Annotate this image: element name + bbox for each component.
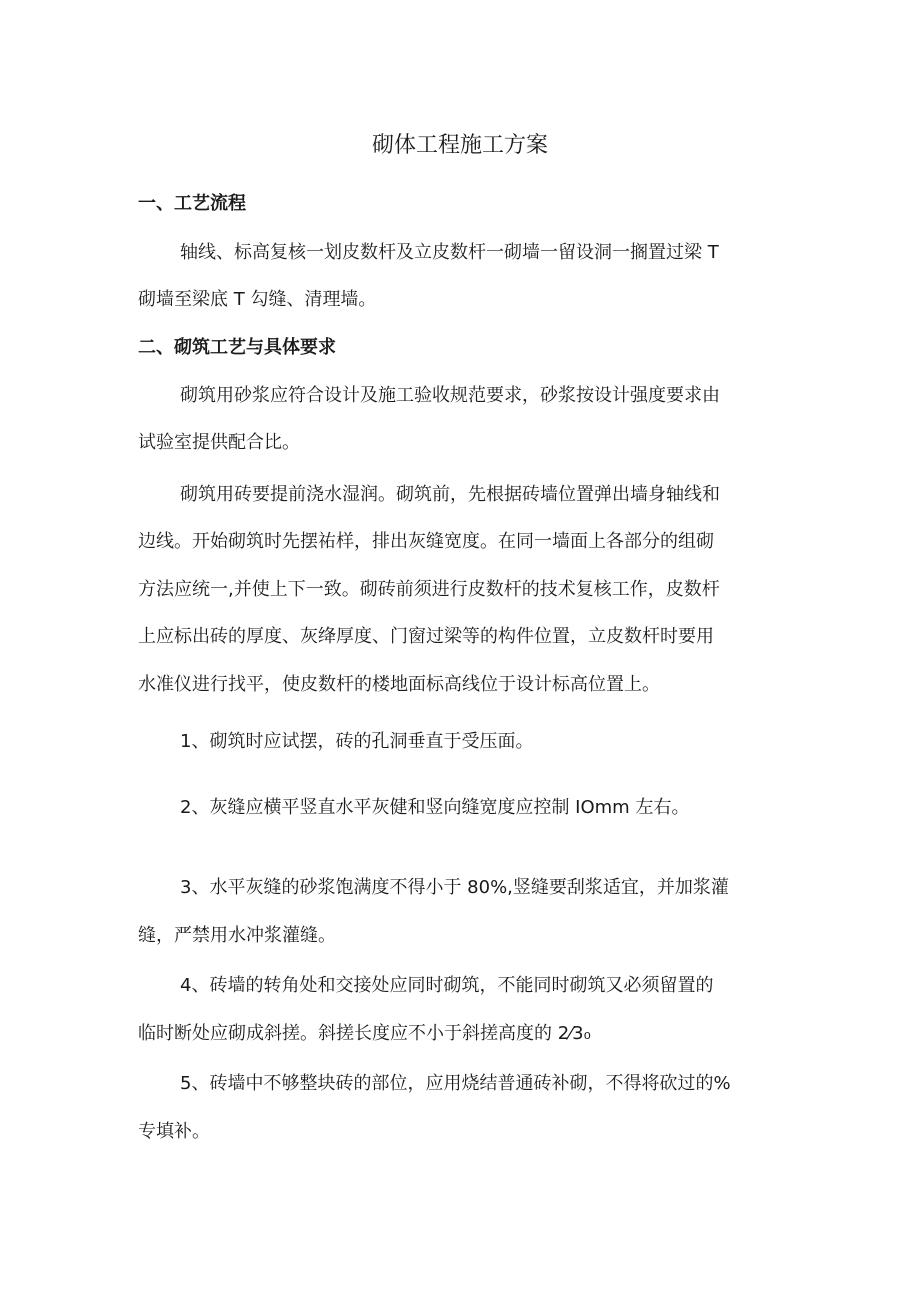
paragraph-line: 水准仪进行找平，使皮数杆的楼地面标高线位于设计标高位置上。: [138, 674, 660, 695]
paragraph-line: 临时断处应砌成斜搓。斜搓长度应不小于斜搓高度的 2⁄3₀: [138, 1023, 591, 1044]
paragraph-line: 专填补。: [138, 1121, 210, 1142]
paragraph-line: 边线。开始砌筑时先摆祐样，排出灰缝宽度。在同一墙面上各部分的组砌: [138, 531, 714, 552]
list-item-4: 4、砖墙的转角处和交接处应同时砌筑，不能同时砌筑又必须留置的: [180, 975, 714, 996]
paragraph-line: 上应标出砖的厚度、灰绛厚度、门窗过梁等的构件位置，立皮数杆时要用: [138, 626, 714, 647]
paragraph-line: 试验室提供配合比。: [138, 432, 300, 453]
paragraph-line: 轴线、标高复核一划皮数杆及立皮数杆一砌墙一留设洞一搁置过梁 T: [180, 242, 719, 263]
paragraph-line: 砌筑用砖要提前浇水湿润。砌筑前，先根据砖墙位置弹出墙身轴线和: [180, 484, 720, 505]
list-item-5: 5、砖墙中不够整块砖的部位，应用烧结普通砖补砌，不得将砍过的%: [180, 1073, 731, 1094]
paragraph-line: 砌筑用砂浆应符合设计及施工验收规范要求，砂浆按设计强度要求由: [180, 385, 720, 406]
section-heading-process: 一、工艺流程: [138, 193, 246, 214]
paragraph-line: 砌墙至梁底 T 勾缝、清理墙。: [138, 289, 377, 310]
paragraph-line: 方法应统一,并使上下一致。砌砖前须进行皮数杆的技术复核工作，皮数杆: [138, 579, 720, 600]
list-item-1: 1、砌筑时应试摆，砖的孔洞垂直于受压面。: [180, 731, 534, 752]
paragraph-line: 缝，严禁用水冲浆灌缝。: [138, 925, 336, 946]
section-heading-requirements: 二、砌筑工艺与具体要求: [138, 337, 336, 358]
list-item-3: 3、水平灰缝的砂浆饱满度不得小于 80%,竖缝要刮浆适宜，并加浆灌: [180, 877, 729, 898]
document-title: 砌体工程施工方案: [371, 133, 548, 158]
list-item-2: 2、灰缝应横平竖直水平灰健和竖向缝宽度应控制 IOmm 左右。: [180, 797, 690, 818]
